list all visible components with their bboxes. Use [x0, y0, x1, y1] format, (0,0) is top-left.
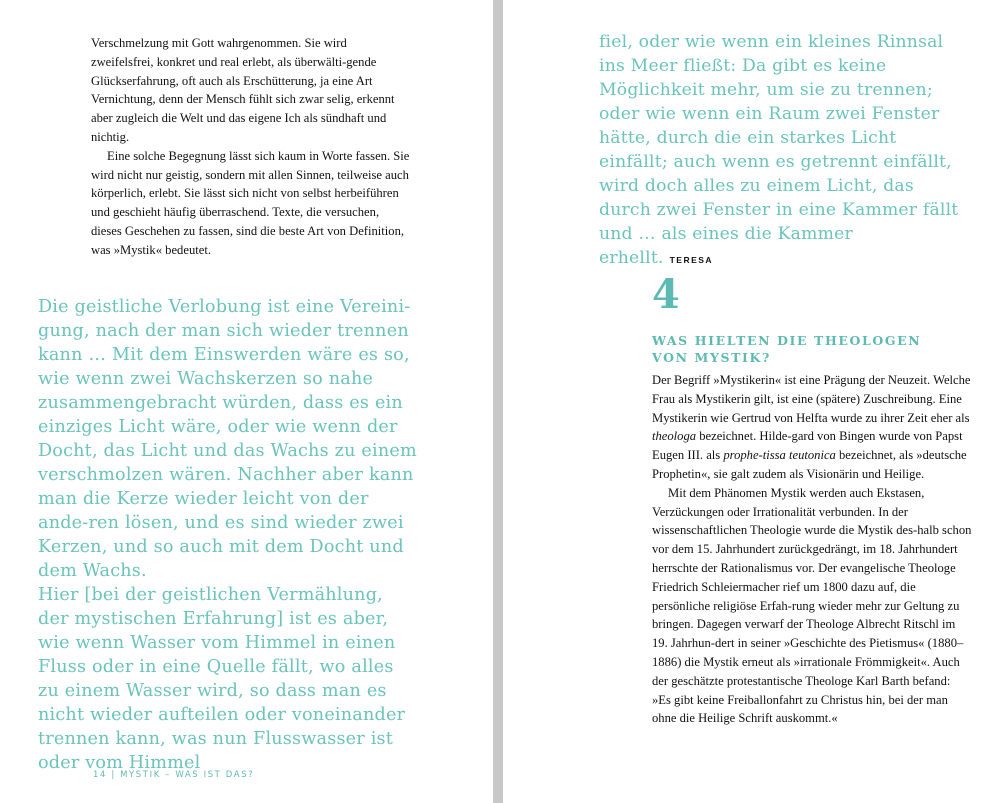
right-quote-text: fiel, oder wie wenn ein kleines Rinnsal ins Meer fließt: Da gibt es keine Möglichkeit mehr, um sie zu trennen; oder wie wenn ein Raum zwei Fenster hätte, durch die ein starkes Licht einfällt; auch wenn es getrennt einfällt, wird doch alles zu einem Licht, das durch zwei Fenster in eine Kammer fällt und … als eines die Kammer erhellt. — [599, 32, 959, 268]
left-body-paragraph-2: Eine solche Begegnung lässt sich kaum in Worte fassen. Sie wird nicht nur geistig, sondern mit allen Sinnen, teilweise auch körperlich, erlebt. Sie lässt sich nicht von selbst herbeiführen und geschieht häufig überraschend. Texte, die versuchen, dieses Geschehen zu fassen, sind die beste Art von Definition, was »Mystik« bedeutet. — [91, 148, 410, 257]
right-page — [503, 0, 995, 803]
right-quote-paragraph — [599, 30, 959, 272]
emphasis-prophetissa: prophe-tissa teutonica — [723, 448, 836, 463]
right-body-text — [652, 371, 972, 728]
left-quote-paragraph-1: Die geistliche Verlobung ist eine Vereini-gung, nach der man sich wieder trennen kann … Mit dem Einswerden wäre es so, wie wenn zwei Wachskerzen so nahe zusammengebracht würden, dass es ein einziges Licht wäre, oder wie wenn der Docht, das Licht und das Wachs zu einem verschmolzen wären. Nachher aber kann man die Kerze wieder leicht von der ande-ren lösen, und es sind wieder zwei Kerzen, und so auch mit dem Docht und dem Wachs. — [38, 297, 417, 581]
paragraph-1-part-a: Der Begriff »Mystikerin« ist eine Prägung der Neuzeit. Welche Frau als Mystikerin gilt, ist eine (spätere) Zuschreibung. Eine Mystikerin wie Gertrud von Helfta wurde zu ihrer Zeit eher als — [652, 373, 971, 425]
paragraph-1-part-b: bezeichnet. Hilde-gard von Bingen wurde von Papst Eugen III. als — [652, 429, 963, 463]
quote-attribution: TERESA — [669, 255, 714, 265]
left-body-paragraph-1: Verschmelzung mit Gott wahrgenommen. Sie wird zweifelsfrei, konkret und real erlebt, als überwälti-gende Glückserfahrung, oft auch als Erschütterung, ja eine Art Vernichtung, denn der Mensch fühlt sich zwar selig, erkennt aber zugleich die Welt und das eigene Ich als sündhaft und nichtig. — [91, 36, 395, 144]
page-gutter — [493, 0, 503, 803]
chapter-heading: WAS HIELTEN DIE THEOLOGEN VON MYSTIK? — [652, 333, 922, 365]
page-footer: 14 | MYSTIK – WAS IST DAS? — [93, 770, 255, 780]
emphasis-theologa: theologa — [652, 429, 697, 444]
left-page — [0, 0, 493, 803]
right-body-paragraph-1 — [652, 371, 972, 484]
left-quote — [38, 295, 418, 775]
left-body-text — [91, 34, 411, 260]
paragraph-1-part-c: bezeichnet, als »deutsche Prophetin«, sie galt zudem als Visionärin und Heilige. — [652, 448, 967, 481]
right-body-paragraph-2: Mit dem Phänomen Mystik werden auch Ekstasen, Verzückungen oder Irrationalität verbunden. In der wissenschaftlichen Theologie wurde die Mystik des-halb schon vor dem 15. Jahrhundert zurückgedrängt, im 18. Jahrhundert herrschte der Rationalismus vor. Der evangelische Theologe Friedrich Schleiermacher rief um 1800 dazu auf, die persönliche religiöse Erfah-rung wieder mehr zur Geltung zu bringen. Dagegen verwarf der Theologe Albrecht Ritschl im 19. Jahrhun-dert in seiner »Geschichte des Pietismus« (1880–1886) die Mystik erneut als »irrationale Frömmigkeit«. Auch der geschätzte protestantische Theologe Karl Barth befand: »Es gibt keine Freiballonfahrt zu Christus hin, bei der man ohne die Heilige Schrift auskommt.« — [652, 485, 972, 726]
right-quote — [599, 30, 959, 272]
left-quote-paragraph-2: Hier [bei der geistlichen Vermählung, der mystischen Erfahrung] ist es aber, wie wenn Wasser vom Himmel in einen Fluss oder in eine Quelle fällt, wo alles zu einem Wasser wird, so dass man es nicht wieder aufteilen oder voneinander trennen kann, was nun Flusswasser ist oder vom Himmel — [38, 585, 406, 773]
chapter-number: 4 — [652, 271, 680, 318]
